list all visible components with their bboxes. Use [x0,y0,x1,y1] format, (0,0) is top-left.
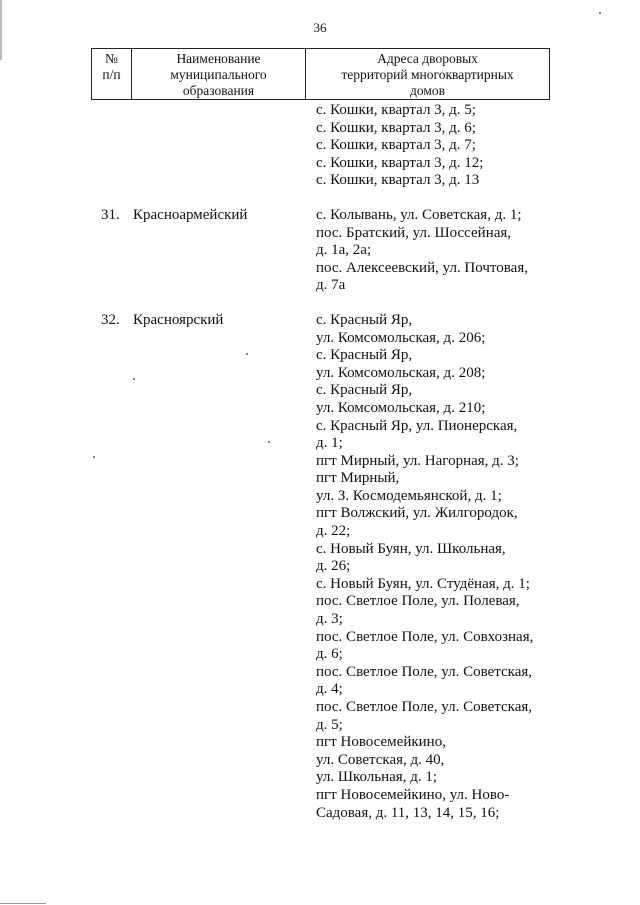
address-line: с. Кошки, квартал 3, д. 7; [316,137,476,154]
address-line: с. Новый Буян, ул. Школьная, [316,540,506,557]
table-header [91,48,550,100]
address-line: с. Красный Яр, [316,311,413,328]
address-line: д. 1а, 2а; [316,242,372,259]
row-number: 31. [101,206,120,223]
address-line: д. 7а [316,277,346,294]
address-line: ул. Комсомольская, д. 208; [316,364,486,381]
address-line: д. 5; [316,716,343,733]
address-line: д. 4; [316,681,343,698]
address-line: ул. Советская, д. 40, [316,751,445,768]
address-line: Садовая, д. 11, 13, 14, 15, 16; [316,804,500,821]
row-spacer [0,190,640,207]
address-line: с. Красный Яр, [316,347,413,364]
address-line: с. Кошки, квартал 3, д. 13 [316,172,480,189]
scan-speck [133,378,135,380]
address-line: с. Красный Яр, [316,382,413,399]
address-line: ул. Комсомольская, д. 210; [316,399,486,416]
table-row [0,102,640,190]
header-addresses-line: территорий многоквартирных [341,67,514,82]
address-line: с. Кошки, квартал 3, д. 12; [316,154,484,171]
table-body [0,102,640,822]
header-municipality-column [132,49,306,99]
address-line: д. 1; [316,435,343,452]
address-line: пгт Волжский, ул. Жилгородок, [316,505,518,522]
address-line: пгт Мирный, ул. Нагорная, д. 3; [316,452,519,469]
address-line: с. Красный Яр, ул. Пионерская, [316,417,518,434]
address-list [316,312,640,822]
address-line: с. Новый Буян, ул. Студёная, д. 1; [316,575,530,592]
table-row [0,312,640,822]
address-line: пос. Алексеевский, ул. Почтовая, [316,259,528,276]
header-addresses-line: Адреса дворовых [377,51,478,66]
header-municipality-line: муниципального [170,67,267,82]
header-municipality-line: Наименование [176,51,261,66]
address-line: д. 26; [316,558,351,575]
scan-speck [246,353,248,355]
address-line: д. 3; [316,611,343,628]
address-line: ул. Комсомольская, д. 206; [316,329,486,346]
scan-edge-mark [0,903,46,904]
row-number: 32. [101,311,120,328]
address-list [316,102,640,190]
address-line: д. 22; [316,523,351,540]
address-line: с. Колывань, ул. Советская, д. 1; [316,206,522,223]
scan-speck [599,12,601,14]
scan-speck [268,441,270,443]
address-line: с. Кошки, квартал 3, д. 5; [316,102,476,118]
address-line: пос. Светлое Поле, ул. Советская, [316,663,532,680]
header-number-line: № [105,51,118,66]
table-row [0,207,640,295]
scan-speck [93,456,95,458]
address-line: с. Кошки, квартал 3, д. 6; [316,119,476,136]
header-number-line: п/п [102,67,121,82]
address-line: пос. Светлое Поле, ул. Советская, [316,699,532,715]
address-line: пос. Светлое Поле, ул. Совхозная, [316,628,534,645]
address-line: пгт Новосемейкино, [316,734,446,751]
page-number: 36 [313,20,327,35]
address-line: ул. З. Космодемьянской, д. 1; [316,487,502,504]
address-line: пгт Новосемейкино, ул. Ново- [316,786,510,803]
address-line: пос. Братский, ул. Шоссейная, [316,224,512,241]
header-addresses-column [306,49,549,99]
address-line: д. 6; [316,646,343,663]
address-list [316,207,640,295]
address-line: пос. Светлое Поле, ул. Полевая, [316,593,520,610]
header-addresses-line: домов [409,83,446,98]
header-number-column [92,49,132,99]
header-municipality-line: образования [182,83,255,98]
address-line: ул. Школьная, д. 1; [316,769,437,786]
address-line: пгт Мирный, [316,470,400,487]
municipality-name: Красноармейский [133,206,248,223]
municipality-name: Красноярский [133,311,224,328]
row-spacer [0,295,640,312]
